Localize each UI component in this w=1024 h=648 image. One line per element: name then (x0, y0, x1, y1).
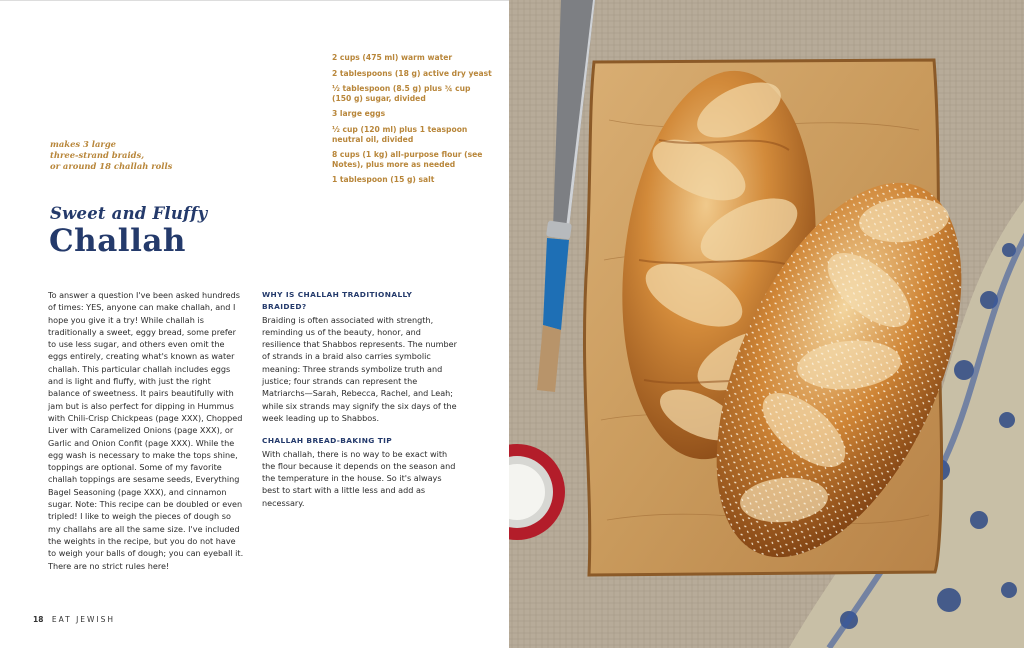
ingredient-list (332, 53, 492, 191)
sidebar-text: Braiding is often associated with strength, reminding us of the beauty, honor, and resilience that Shabbos represents. The number of strands in a braid also carries symbolic meaning: Three strands symbolize truth and justice; four strands can represent the Matriarchs—Sarah, Rebecca, Rachel, and Leah; while six strands may signify the six days of the week leading up to Shabbos. (262, 314, 457, 423)
challah-illustration (509, 0, 1024, 648)
sidebar-heading: CHALLAH BREAD-BAKING TIP (262, 436, 393, 446)
ingredient-item: 1 tablespoon (15 g) salt (332, 175, 435, 185)
ingredient-item: 8 cups (1 kg) all-purpose flour (see Notes), plus more as needed (332, 150, 483, 169)
ingredient-item: 2 cups (475 ml) warm water (332, 53, 453, 62)
yield-line: makes 3 large (50, 139, 116, 149)
book-title: EAT JEWISH (51, 615, 116, 624)
top-rule (0, 0, 509, 1)
sidebar-heading: WHY IS CHALLAH TRADITIONALLY BRAIDED? (262, 290, 413, 312)
recipe-yield (50, 139, 210, 172)
ingredient-item: ½ cup (120 ml) plus 1 teaspoon neutral oil, divided (332, 124, 468, 144)
ingredient-item: 2 tablespoons (18 g) active dry yeast (332, 68, 492, 78)
ingredient-item: 3 large eggs (332, 109, 386, 119)
left-page (0, 0, 509, 648)
recipe-subtitle: Sweet and Fluffy (50, 204, 208, 223)
page-footer (33, 615, 115, 624)
sidebar-notes (262, 289, 458, 520)
yield-line: or around 18 challah rolls (50, 161, 173, 171)
yield-line: three-strand braids, (50, 150, 145, 160)
recipe-title: Challah (49, 223, 186, 259)
intro-paragraph: To answer a question I've been asked hundreds of times: YES, anyone can make challah, and I hope you give it a try! While challah is traditionally a sweet, eggy bread, some prefer to use less sugar, and others even omit the eggs entirely, creating what's known as water challah. This particular challah includes eggs and is light and fluffy, with just the right balance of sweetness. It pairs beautifully with jam but is also perfect for dipping in Hummus with Chili-Crisp Chickpeas (page XXX), Chopped Liver with Caramelized Onions (page XXX), or Garlic and Onion Confit (page XXX). While the egg wash is necessary to make the tops shine, toppings are optional. Some of my favorite challah toppings are sesame seeds, Everything Bagel Seasoning (page XXX), and cinnamon sugar. Note: This recipe can be doubled or even tripled! I like to weigh the pieces of dough so my challahs are all the same size. I've included the weights in the recipe, but you do not have to weigh your balls of dough; you can eyeball it. There are no strict rules here! (48, 290, 244, 571)
ingredient-item: ½ tablespoon (8.5 g) plus ¾ cup (150 g) sugar, divided (332, 84, 471, 103)
page-number: 18 (33, 615, 44, 624)
challah-photo (509, 0, 1024, 648)
sidebar-text: With challah, there is no way to be exact with the flour because it depends on the season and the temperature in the house. So it's always best to start with a little less and add as necessary. (262, 448, 456, 508)
